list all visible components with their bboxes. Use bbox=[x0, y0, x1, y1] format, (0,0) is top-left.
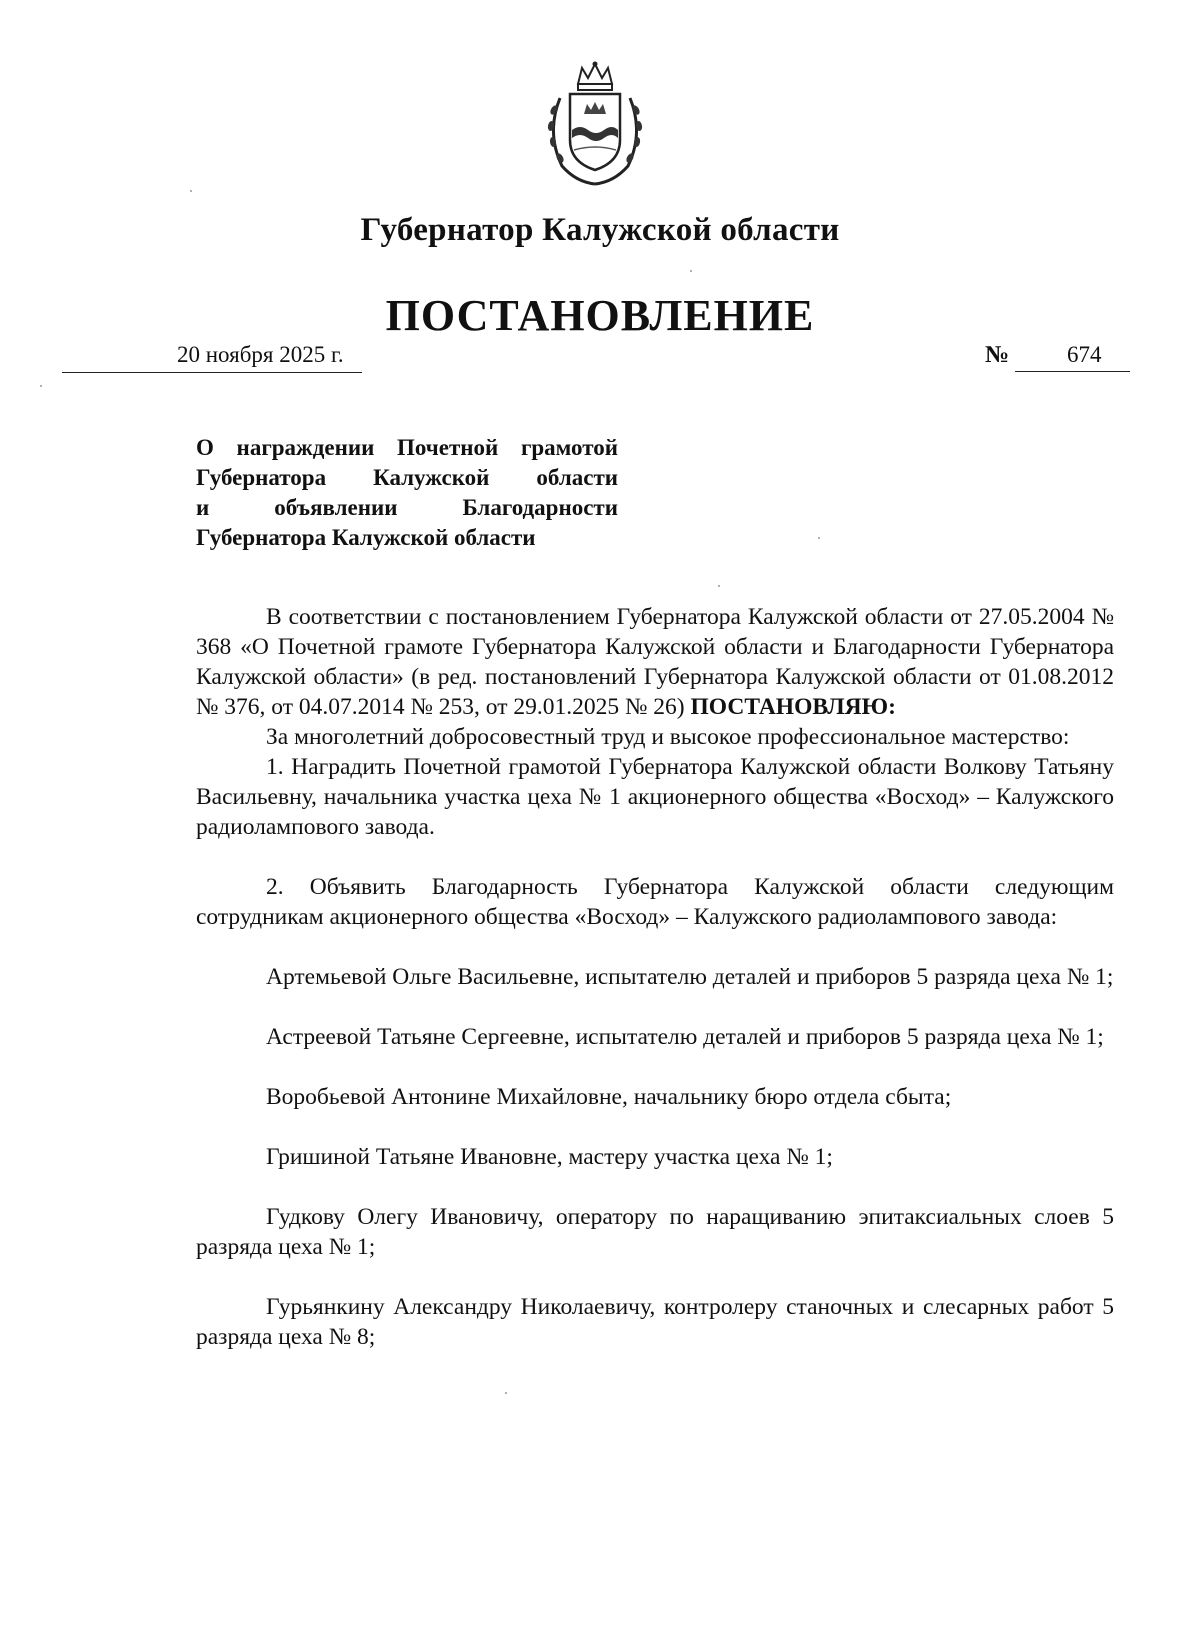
document-number-field bbox=[985, 342, 1130, 372]
scan-speck bbox=[190, 190, 192, 192]
resolve-keyword: ПОСТАНОВЛЯЮ: bbox=[690, 694, 896, 720]
preamble-paragraph bbox=[196, 602, 1114, 722]
subject-line: Губернатора Калужской области bbox=[196, 525, 536, 550]
recipient-list-item: Гришиной Татьяне Ивановне, мастеру участка цеха № 1; bbox=[266, 1144, 833, 1170]
recipient-list-item: Астреевой Татьяне Сергеевне, испытателю деталей и приборов 5 разряда цеха № 1; bbox=[266, 1024, 1104, 1050]
document-subject bbox=[196, 433, 618, 553]
scan-speck bbox=[505, 1392, 507, 1394]
scan-speck bbox=[718, 585, 720, 587]
scan-speck bbox=[690, 270, 692, 272]
subject-line: О награждении Почетной грамотой bbox=[196, 435, 618, 460]
award-item-2: 2. Объявить Благодарность Губернатора Калужской области следующим сотрудникам акционерного общества «Восход» – Калужского радиолампового завода: bbox=[196, 874, 1114, 930]
scan-speck bbox=[40, 385, 42, 387]
award-item-1: 1. Наградить Почетной грамотой Губернатора Калужской области Волкову Татьяну Васильевну, начальника участка цеха № 1 акционерного общества «Восход» – Калужского радиолампового завода. bbox=[196, 754, 1114, 840]
recipient-list-item: Гудкову Олегу Ивановичу, оператору по наращиванию эпитаксиальных слоев 5 разряда цеха № 1; bbox=[196, 1204, 1114, 1260]
reason-paragraph: За многолетний добросовестный труд и высокое профессиональное мастерство: bbox=[266, 724, 1070, 750]
document-body bbox=[196, 602, 1114, 1352]
subject-line: и объявлении Благодарности bbox=[196, 495, 618, 520]
number-underline bbox=[1015, 371, 1130, 372]
recipient-list-item: Воробьевой Антонине Михайловне, начальнику бюро отдела сбыта; bbox=[266, 1084, 952, 1110]
recipient-list-item: Артемьевой Ольге Васильевне, испытателю деталей и приборов 5 разряда цеха № 1; bbox=[266, 964, 1114, 990]
document-date: 20 ноября 2025 г. bbox=[177, 342, 344, 367]
issuing-authority: Губернатор Калужской области bbox=[360, 212, 840, 248]
kaluga-region-coat-of-arms-icon bbox=[540, 58, 650, 188]
document-number: 674 bbox=[1067, 342, 1102, 367]
preamble-text: В соответствии с постановлением Губернатора Калужской области от 27.05.2004 № 368 «О Почетной грамоте Губернатора Калужской области и Благодарности Губернатора Калужской области» (в ред. постановлений Губернатора Калужской области от 01.08.2012 № 376, от 04.07.2014 № 253, от 29.01.2025 № 26) bbox=[196, 604, 1114, 720]
document-date-field bbox=[62, 342, 362, 373]
document-type-title: ПОСТАНОВЛЕНИЕ bbox=[385, 291, 815, 340]
scan-speck bbox=[818, 537, 820, 539]
number-label: № bbox=[985, 342, 1010, 368]
subject-line: Губернатора Калужской области bbox=[196, 465, 618, 490]
recipient-list-item: Гурьянкину Александру Николаевичу, контролеру станочных и слесарных работ 5 разряда цеха № 8; bbox=[196, 1294, 1114, 1350]
